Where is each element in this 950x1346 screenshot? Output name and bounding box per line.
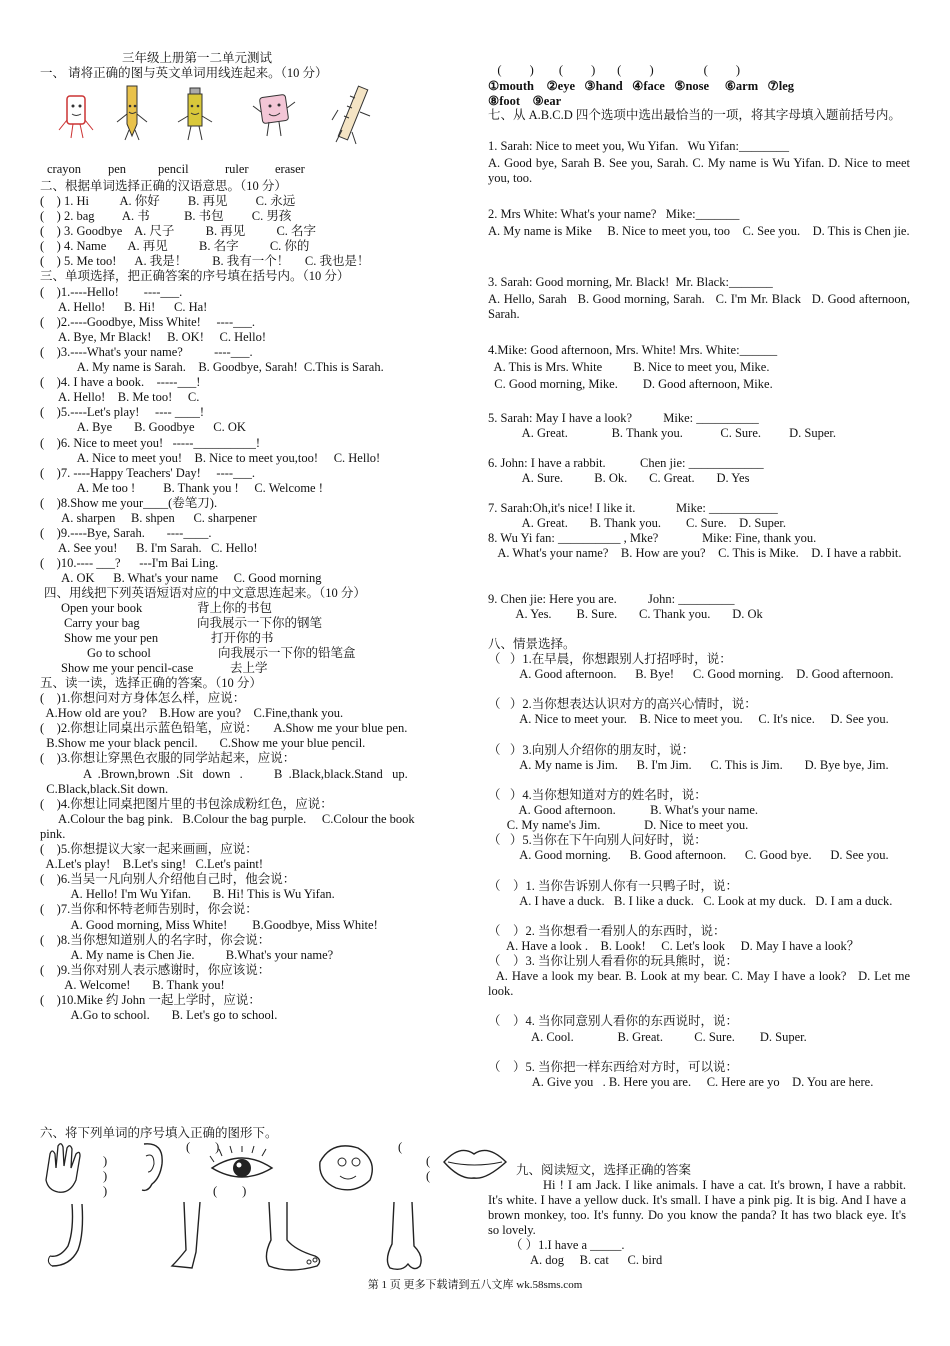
blank-bracket: ( ) bbox=[213, 1184, 247, 1198]
s2-item: ( ) 5. Me too! A. 我是！ B. 我有一个！ C. 我也是！ bbox=[40, 254, 370, 268]
question-line: C.Black,black.Sit down. bbox=[40, 781, 169, 796]
question-line: （ ）3. 当你让别人看看你的玩具熊时，说： bbox=[488, 954, 739, 968]
s7-line: A. Sure. B. Ok. C. Great. D. Yes bbox=[488, 471, 750, 485]
blank-bracket: ( bbox=[426, 1154, 431, 1168]
question-line: B.Show me your black pencil. C.Show me your blue pencil. bbox=[40, 736, 366, 751]
word-num: ② bbox=[546, 79, 558, 93]
question-line: （ ）1.在早晨，你想跟别人打招呼时，说： bbox=[488, 652, 732, 666]
question-line: ( )3.你想让穿黑色衣服的同学站起来，应说： bbox=[40, 751, 296, 766]
question-line: （ ）4. 当你同意别人看你的东西说时，说： bbox=[488, 1014, 739, 1029]
question-line: C. My name's Jim. D. Nice to meet you. bbox=[488, 818, 749, 833]
s7-line: C. Good morning, Mike. D. Good afternoon, Mike. bbox=[488, 377, 773, 391]
s7-line: 2. Mrs White: What's your name? Mike:_______ bbox=[488, 207, 740, 221]
word-nose: nose bbox=[685, 79, 710, 93]
question-line: A. Cool. B. Great. C. Sure. D. Super. bbox=[488, 1029, 807, 1044]
question-line: A. Me too ! B. Thank you ! C. Welcome ! bbox=[40, 480, 323, 495]
s9-question-1-options: A. dog B. cat C. bird bbox=[530, 1253, 663, 1267]
phrase-en: Show me your pencil-case bbox=[61, 661, 194, 675]
question-line: ( )4. I have a book. -----___! bbox=[40, 375, 201, 390]
question-line: ( )1.----Hello! ----___. bbox=[40, 285, 183, 299]
ear-picture bbox=[130, 1138, 170, 1200]
phrase-en: Carry your bag bbox=[64, 616, 140, 630]
word-eye: eye bbox=[557, 79, 576, 93]
question-line: A. My name is Chen Jie. B.What's your name? bbox=[40, 947, 334, 962]
question-line: A.How old are you? B.How are you? C.Fine,thank you. bbox=[40, 706, 344, 721]
word-foot: foot bbox=[499, 94, 521, 108]
face-picture bbox=[312, 1140, 382, 1196]
s9-question-1: （ ）1.I have a _____. bbox=[510, 1238, 625, 1252]
s2-item: ( ) 1. Hi A. 你好 B. 再见 C. 永远 bbox=[40, 194, 296, 208]
word-num: ⑤ bbox=[674, 79, 686, 93]
s7-line: A. Good bye, Sarah B. See you, Sarah. C. My name is Wu Yifan. D. Nice to meet you, too. bbox=[488, 156, 910, 185]
word-pen: pen bbox=[108, 162, 127, 176]
section-5-heading: 五、读一读，选择正确的答案。（10 分） bbox=[40, 676, 262, 690]
page-title: 三年级上册第一二单元测试 bbox=[122, 51, 273, 65]
s7-line: A. Great. B. Thank you. C. Sure. D. Super. bbox=[488, 426, 837, 440]
question-line: A. Good morning. B. Good afternoon. C. Good bye. D. See you. bbox=[488, 848, 889, 863]
word-eraser: eraser bbox=[275, 162, 305, 176]
word-num: ④ bbox=[632, 79, 644, 93]
question-line: （ ）2. 当你想看一看别人的东西时，说： bbox=[488, 923, 726, 938]
eraser-face-picture bbox=[251, 86, 299, 144]
phrase-cn: 打开你的书 bbox=[211, 631, 274, 645]
word-ruler: ruler bbox=[225, 162, 249, 176]
s7-line: A. What's your name? B. How are you? C. This is Mike. D. I have a rabbit. bbox=[488, 546, 902, 560]
question-line: A .Brown,brown .Sit down . B .Black,black.Stand up. bbox=[40, 766, 408, 781]
question-line: ( )6.当吴一凡向别人介绍他自己时，他会说： bbox=[40, 872, 296, 887]
blank-bracket: ) bbox=[103, 1169, 108, 1183]
question-line: （ ）1. 当你告诉别人你有一只鸭子时，说： bbox=[488, 878, 739, 893]
s2-item: ( ) 3. Goodbye A. 尺子 B. 再见 C. 名字 bbox=[40, 224, 317, 238]
question-line: ( )5.你想提议大家一起来画画，应说： bbox=[40, 842, 258, 856]
eraser-picture bbox=[55, 88, 99, 144]
question-line: A. OK B. What's your name C. Good morning bbox=[40, 570, 322, 585]
question-line: ( )8.当你想知道别人的名字时，你会说： bbox=[40, 932, 271, 947]
question-line: ( )10.---- ___? ---I'm Bai Ling. bbox=[40, 555, 219, 570]
question-line: ( )2.----Goodbye, Miss White! ----___. bbox=[40, 315, 255, 330]
question-line: （ ）4.当你想知道对方的姓名时，说： bbox=[488, 787, 707, 802]
s7-line: A. Great. B. Thank you. C. Sure. D. Super. bbox=[488, 516, 787, 530]
question-line: ( )9.当你对别人表示感谢时，你应该说： bbox=[40, 962, 271, 977]
word-num: ⑨ bbox=[532, 94, 544, 108]
question-line: A. Hello! B. Me too! C. bbox=[40, 390, 200, 405]
s7-line: 7. Sarah:Oh,it's nice! I like it. Mike: ___________ bbox=[488, 501, 778, 515]
mouth-picture bbox=[440, 1142, 510, 1182]
question-line: ( )7. ----Happy Teachers' Day! ----___. bbox=[40, 465, 255, 480]
s2-item: ( ) 2. bag A. 书 B. 书包 C. 男孩 bbox=[40, 209, 292, 223]
phrase-en: Open your book bbox=[61, 601, 143, 615]
s7-line: 9. Chen jie: Here you are. John: _________ bbox=[488, 592, 735, 606]
section-9-heading: 九、阅读短文，选择正确的答案 bbox=[516, 1163, 692, 1177]
question-line: ( )7.当你和怀特老师告别时，你会说： bbox=[40, 902, 258, 917]
question-line: A. Good afternoon. B. What's your name. bbox=[488, 803, 759, 817]
phrase-en: Go to school bbox=[87, 646, 151, 660]
question-line: A. My name is Sarah. B. Goodbye, Sarah! C.This is Sarah. bbox=[40, 360, 384, 375]
word-hand: hand bbox=[595, 79, 623, 93]
question-line: ( )6. Nice to meet you! -----__________! bbox=[40, 435, 261, 450]
word-crayon: crayon bbox=[47, 162, 82, 176]
question-line: （ ）5. 当你把一样东西给对方时，可以说： bbox=[488, 1059, 739, 1074]
s7-line: A. Hello, Sarah B. Good morning, Sarah. C. I'm Mr. Black D. Good afternoon, Sarah. bbox=[488, 292, 914, 321]
question-line: A. Give you . B. Here you are. C. Here are yo D. You are here. bbox=[488, 1074, 874, 1089]
phrase-en: Show me your pen bbox=[64, 631, 159, 645]
word-num: ⑥ bbox=[724, 79, 736, 93]
crayon-picture bbox=[173, 86, 217, 144]
question-line: A. Nice to meet your. B. Nice to meet you. C. It's nice. D. See you. bbox=[488, 712, 889, 727]
word-face: face bbox=[643, 79, 665, 93]
hand-picture bbox=[40, 1140, 104, 1198]
phrase-cn: 向我展示一下你的钢笔 bbox=[197, 616, 323, 630]
question-line: A. sharpen B. shpen C. sharpener bbox=[40, 510, 257, 525]
s2-item: ( ) 4. Name A. 再见 B. 名字 C. 你的 bbox=[40, 239, 310, 253]
question-line: A. Bye, Mr Black! B. OK! C. Hello! bbox=[40, 330, 267, 345]
blank-bracket: ) bbox=[103, 1184, 108, 1198]
question-line: ( )4.你想让同桌把图片里的书包涂成粉红色，应说： bbox=[40, 796, 333, 811]
section-6-heading: 六、将下列单词的序号填入正确的图形下。 bbox=[40, 1126, 278, 1140]
s7-line: A. Yes. B. Sure. C. Thank you. D. Ok bbox=[488, 607, 763, 621]
phrase-cn: 向我展示一下你的铅笔盒 bbox=[218, 646, 356, 660]
question-line: A. My name is Jim. B. I'm Jim. C. This is Jim. D. Bye bye, Jim. bbox=[488, 757, 889, 772]
s7-line: 8. Wu Yi fan: __________ , Mke? Mike: Fine, thank you. bbox=[488, 531, 817, 545]
section-3-heading: 三、单项选择，把正确答案的序号填在括号内。（10 分） bbox=[40, 269, 350, 283]
section-7-heading: 七、从 A.B.C.D 四个选项中选出最恰当的一项，将其字母填入题前括号内。 bbox=[488, 108, 901, 122]
foot-picture bbox=[255, 1200, 327, 1276]
page-footer: 第 1 页 更多下载请到五八文库 wk.58sms.com bbox=[367, 1279, 583, 1291]
ruler-picture bbox=[330, 86, 376, 146]
s7-line: 5. Sarah: May I have a look? Mike: __________ bbox=[488, 411, 759, 425]
question-line: A. Nice to meet you! B. Nice to meet you,too! C. Hello! bbox=[40, 450, 381, 465]
s7-line: A. This is Mrs. White B. Nice to meet you, Mike. bbox=[488, 360, 770, 374]
question-line: ( )1.你想问对方身体怎么样，应说： bbox=[40, 691, 246, 705]
question-line: ( )2.你想让同桌出示蓝色铅笔，应说： A.Show me your blue pen. bbox=[40, 721, 408, 736]
question-line: ( )5.----Let's play! ---- ____! bbox=[40, 405, 204, 420]
reading-passage: Hi ! I am Jack. I like animals. I have a cat. It's brown, I have a rabbit. It's white. I have a yellow duck. It's small. I have a pink pig. It is big. And I have a brown monkey, too. It's funny. Do you know the panda? It has two black eye. It's so lovely. bbox=[488, 1178, 906, 1237]
question-line: （ ）2.当你想表达认识对方的高兴心情时，说： bbox=[488, 697, 757, 712]
s7-line: 3. Sarah: Good morning, Mr. Black! Mr. Black:_______ bbox=[488, 275, 773, 289]
question-line: ( )9.----Bye, Sarah. ----____. bbox=[40, 525, 212, 540]
question-line: （ ）5.当你在下午向别人问好时，说： bbox=[488, 833, 707, 848]
word-num: ⑧ bbox=[488, 94, 500, 108]
question-line: A. See you! B. I'm Sarah. C. Hello! bbox=[40, 540, 258, 555]
word-leg: leg bbox=[778, 79, 794, 93]
blank-bracket: ( bbox=[426, 1169, 431, 1183]
pencil-picture bbox=[113, 84, 153, 144]
word-ear: ear bbox=[543, 94, 562, 108]
question-line: A. Hello! I'm Wu Yifan. B. Hi! This is Wu Yifan. bbox=[40, 887, 335, 902]
word-num: ⑦ bbox=[767, 79, 779, 93]
word-mouth: mouth bbox=[499, 79, 534, 93]
s6-blanks-row: ( ) ( ) ( ) ( ) bbox=[488, 63, 741, 77]
question-line: A. Good morning, Miss White! B.Goodbye, Miss White! bbox=[40, 917, 378, 932]
question-line: pink. bbox=[40, 826, 66, 841]
nose-picture bbox=[378, 1200, 428, 1276]
question-line: A. I have a duck. B. I like a duck. C. Look at my duck. D. I am a duck. bbox=[488, 893, 893, 908]
section-2-heading: 二、根据单词选择正确的汉语意思。（10 分） bbox=[40, 179, 287, 193]
question-line: ( )8.Show me your____(卷笔刀). bbox=[40, 495, 218, 510]
question-line: A. Good afternoon. B. Bye! C. Good morning. D. Good afternoon. bbox=[488, 667, 894, 682]
section-4-heading: 四、用线把下列英语短语对应的中文意思连起来。（10 分） bbox=[44, 586, 366, 600]
question-line: A.Colour the bag pink. B.Colour the bag purple. C.Colour the book bbox=[40, 811, 415, 826]
word-num: ① bbox=[488, 79, 500, 93]
question-line: A.Go to school. B. Let's go to school. bbox=[40, 1008, 278, 1023]
question-line: A.Let's play! B.Let's sing! C.Let's paint! bbox=[40, 857, 264, 872]
blank-bracket: ( ) bbox=[186, 1140, 220, 1154]
question-line: A. Hello! B. Hi! C. Ha! bbox=[40, 300, 208, 315]
section-1-heading: 一、 请将正确的图与英文单词用线连起来。（10 分） bbox=[40, 66, 328, 80]
section-8-heading: 八、情景选择。 bbox=[488, 637, 576, 651]
question-line: ( )10.Mike 约 John 一起上学时，应说： bbox=[40, 993, 261, 1007]
question-line: ( )3.----What's your name? ----___. bbox=[40, 345, 253, 360]
s6-word-list-2 bbox=[488, 94, 561, 109]
s7-line: 6. John: I have a rabbit. Chen jie: ____________ bbox=[488, 456, 764, 470]
phrase-cn: 背上你的书包 bbox=[197, 601, 273, 615]
phrase-cn: 去上学 bbox=[230, 661, 268, 675]
leg-picture bbox=[166, 1200, 222, 1274]
word-arm: arm bbox=[735, 79, 759, 93]
s7-line: A. My name is Mike B. Nice to meet you, too C. See you. D. This is Chen jie. bbox=[488, 224, 910, 238]
arm-picture bbox=[44, 1200, 104, 1274]
blank-bracket: ( bbox=[398, 1140, 403, 1154]
question-line: A. Have a look . B. Look! C. Let's look D. May I have a look？ bbox=[488, 938, 860, 953]
question-line: （ ）3.向别人介绍你的朋友时，说： bbox=[488, 742, 695, 757]
s7-line: 1. Sarah: Nice to meet you, Wu Yifan. Wu Yifan:________ bbox=[488, 139, 790, 153]
s6-word-list bbox=[488, 79, 794, 94]
question-line: A. Have a look my bear. B. Look at my bear. C. May I have a look? D. Let me look. bbox=[488, 969, 914, 999]
word-num: ③ bbox=[584, 79, 596, 93]
question-line: A. Welcome! B. Thank you! bbox=[40, 977, 225, 992]
word-pencil: pencil bbox=[158, 162, 189, 176]
question-line: A. Bye B. Goodbye C. OK bbox=[40, 420, 246, 435]
blank-bracket: ) bbox=[103, 1154, 108, 1168]
s7-line: 4.Mike: Good afternoon, Mrs. White! Mrs. White:______ bbox=[488, 343, 778, 357]
